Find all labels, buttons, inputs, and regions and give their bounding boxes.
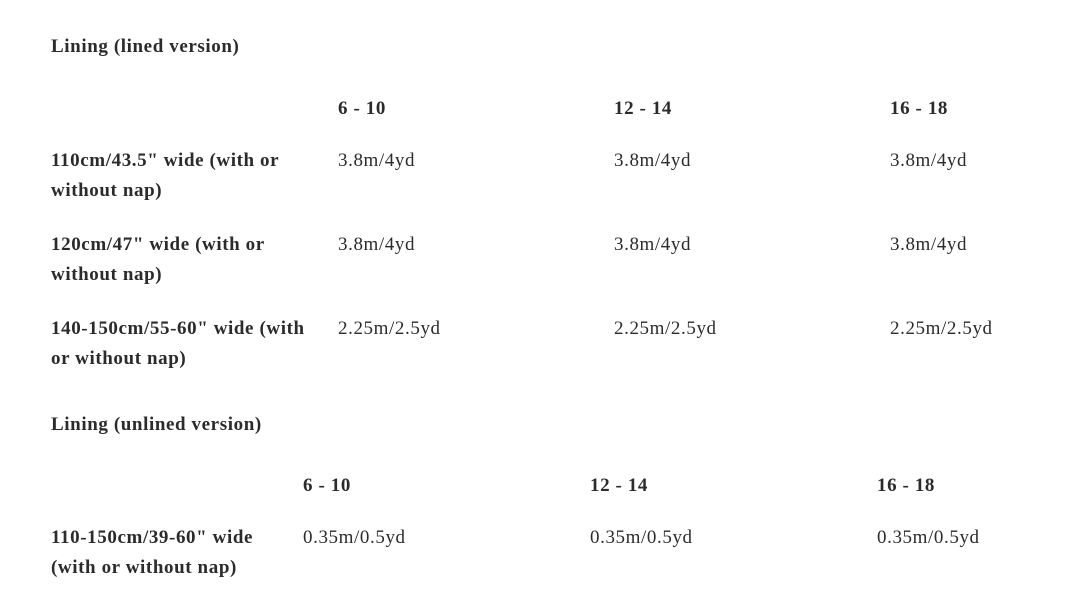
cell-value: 2.25m/2.5yd: [338, 318, 441, 339]
cell-value: 2.25m/2.5yd: [890, 318, 993, 339]
row-label: 110-150cm/39-60" wide (with or without nap): [51, 527, 254, 578]
row-label: 120cm/47" wide (with or without nap): [51, 234, 265, 285]
cell-value: 2.25m/2.5yd: [614, 318, 717, 339]
cell-value: 3.8m/4yd: [338, 150, 416, 171]
cell-value: 0.35m/0.5yd: [877, 527, 980, 548]
cell-value: 3.8m/4yd: [890, 150, 968, 171]
cell-value: 0.35m/0.5yd: [303, 527, 406, 548]
cell-value: 0.35m/0.5yd: [590, 527, 693, 548]
table-header-row: [51, 94, 1050, 146]
table-row: [51, 523, 1037, 583]
table-row: [51, 314, 1050, 374]
cell-value: 3.8m/4yd: [890, 234, 968, 255]
row-label: 140-150cm/55-60" wide (with or without nap): [51, 318, 305, 369]
cell-value: 3.8m/4yd: [338, 234, 416, 255]
row-label: 110cm/43.5" wide (with or without nap): [51, 150, 279, 201]
header-empty: [51, 94, 338, 146]
section-title-lined: Lining (lined version): [51, 36, 240, 57]
header-size-16-18: 16 - 18: [890, 98, 949, 119]
header-size-6-10: 6 - 10: [303, 475, 351, 496]
header-size-12-14: 12 - 14: [590, 475, 649, 496]
header-size-16-18: 16 - 18: [877, 475, 936, 496]
header-size-6-10: 6 - 10: [338, 98, 386, 119]
fabric-table-lined: [51, 94, 1050, 374]
cell-value: 3.8m/4yd: [614, 150, 692, 171]
section-title-unlined: Lining (unlined version): [51, 414, 262, 435]
header-size-12-14: 12 - 14: [614, 98, 673, 119]
fabric-table-unlined: [51, 471, 1037, 583]
header-empty: [51, 471, 303, 523]
cell-value: 3.8m/4yd: [614, 234, 692, 255]
table-row: [51, 230, 1050, 314]
table-header-row: [51, 471, 1037, 523]
table-row: [51, 146, 1050, 230]
